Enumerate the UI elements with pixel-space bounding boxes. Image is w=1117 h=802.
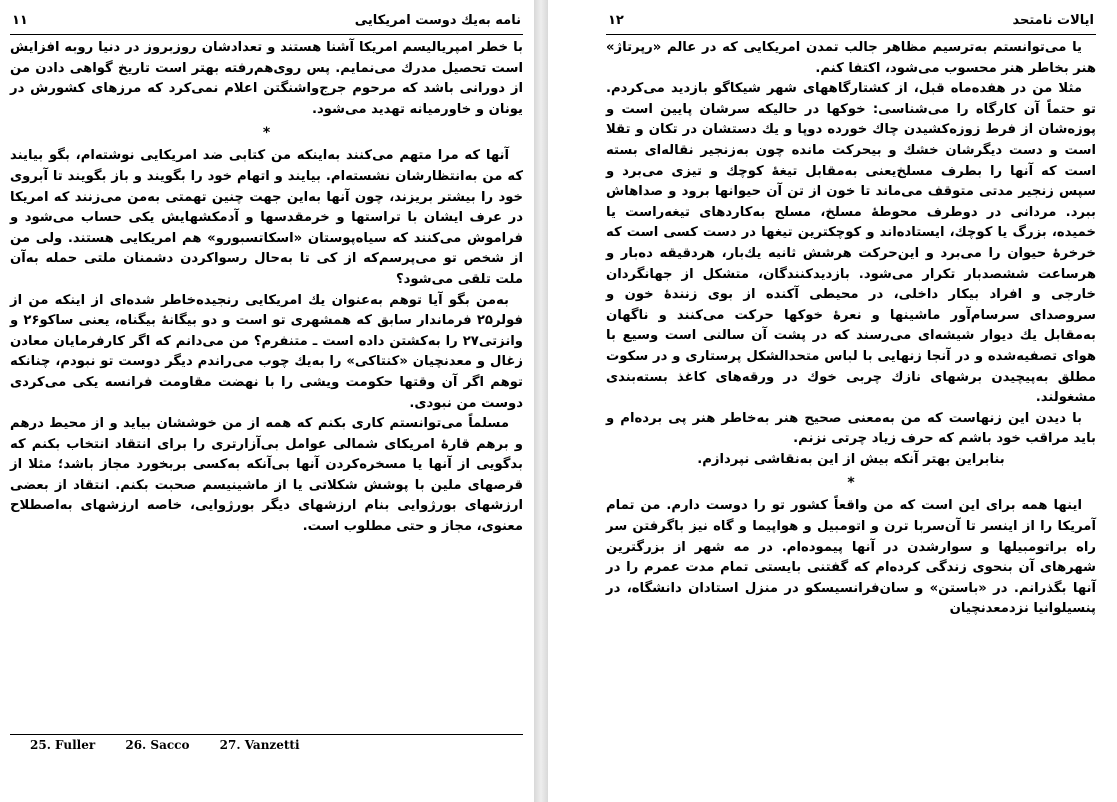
paragraph: آنها که مرا متهم می‌کنند به‌اینکه من کتابی ضد امریکایی نوشته‌ام، بگو بیایند که من به‌انتظارشان نشسته‌ام. بیایند و اتهام خود را بگویند و باز بگویند تا آبروی خود را بیشتر بریزند، چون آنها به‌این جهت چنین تهمتی به‌من می‌زنند که امریکا در عرف ایشان با تراستها و خرمقدسها و آدمکشهایش یکی حساب می‌شود و فراموش می‌کنند که سیاه‌پوستان «اسکاتسبورو» هم امریکایی هستند. ولی من از شخص تو می‌پرسم‌که از کی تا به‌حال رسواکردن دشمنان ملتی حمله به‌آن ملت تلقی می‌شود؟: [10, 148, 523, 287]
footnote-26: 26. Sacco: [125, 738, 190, 752]
right-page-body: [606, 38, 1096, 620]
page-gutter: [534, 0, 548, 802]
footnote-divider: [10, 734, 523, 735]
left-page-body: [10, 38, 523, 538]
section-divider-star: *: [262, 125, 271, 142]
footnotes: [30, 738, 326, 752]
right-page-header: [606, 10, 1096, 35]
paragraph: با دیدن این زنهاست که من به‌معنی صحیح هنر به‌خاطر هنر پی برده‌ام و باید مراقب خود باشم که حرف زیاد چرتی نزنم.: [606, 410, 1096, 447]
left-page-header: [10, 10, 523, 35]
right-page-number: ۱۲: [608, 13, 624, 28]
paragraph: یا می‌توانستم به‌ترسیم مظاهر جالب تمدن امریکایی که در عالم «رپرتاژ» هنر بخاطر هنر محسوب می‌شود، اکتفا کنم.: [606, 40, 1096, 76]
left-page: [0, 0, 534, 802]
left-page-number: ۱۱: [12, 13, 28, 28]
paragraph: با خطر امپریالیسم امریکا آشنا هستند و تعدادشان روزبروز در دنیا روبه افزایش است تحصیل مدرك می‌نمایم. پس روی‌هم‌رفته بهتر است تاریخ گواهی دادن من از دورانی باشد که مرحوم جرج‌واشنگتن اعلام نمی‌کرد که مرزهای کشورش در یونان و خاورمیانه تهدید می‌شود.: [10, 40, 523, 117]
paragraph: مسلماً می‌توانستم کاری بکنم که همه از من خوششان بیاید و از محیط درهم و برهم قارهٔ امریکای شمالی عوامل بی‌آزارتری را برای انتقاد انتخاب بکنم که بدگویی از آنها یا مسخره‌کردن آنها بی‌آنکه به‌کسی بربخورد مجاز باشد؛ مثلا از قرصهای ملین با پوشش شکلاتی یا از ماشینیسم صحبت بکنم. انتقاد از بعضی ارزشهای بورژوایی بنام ارزشهای دیگر بورژوایی، خاصه ارزشهای به‌اصطلاح معنوی، مجاز و حتی مطلوب است.: [10, 416, 523, 535]
paragraph: بنابراین بهتر آنکه بیش از این به‌نقاشی نپردازم.: [697, 451, 1005, 467]
footnote-25: 25. Fuller: [30, 738, 96, 752]
paragraph: اینها همه برای این است که من واقعاً کشور تو را دوست دارم. من تمام آمریکا را از اینسر تا آن‌سربا ترن و اتومبیل و هواپیما و گاه نیز باگرفتن سر راه براتومبیلها و سوارشدن در آنها پیموده‌ام. در مه شهر از بزرگترین شهرهای آن بنحوی زندگی کرده‌ام که گفتنی بایستی تمام مدت عمرم را در آنها بگذرانم. در «باستن» و سان‌فرانسیسکو در منزل استادان دانشگاه، در پنسیلوانیا نزدمعدنچیان: [606, 498, 1096, 617]
paragraph: مثلا من در هفده‌ماه قبل، از کشتارگاههای شهر شیکاگو بازدید می‌کردم. تو حتماً آن کارگاه را می‌شناسی: خوکها در حالیکه سرشان پایین است و پوزه‌شان از فرط زوزه‌کشیدن چاك خورده دوپا و یك دستشان در تکان و تقلا است و دست دیگرشان خشك و بیحرکت مانده چون به‌زنجیر نقاله‌ای بسته است که آنها را بطرف مسلخ‌یعنی به‌مقابل تیغهٔ کوچك و تیزی می‌برد و سپس زنجیر مدتی متوقف می‌ماند تا خون از تن آن حیوانها برود و صداهاش ببرد. مردانی در دوطرف محوطهٔ مسلخ، مسلح به‌کاردهای تیغه‌راست یا خمیده، بزرگ یا کوچك، ایستاده‌اند و کوچکترین تیغها در دست کسی است که خرخرهٔ حیوان را می‌برد و این‌حرکت هرشش ثانیه یك‌بار، هردقیقه ده‌بار و هرساعت ششصدبار تکرار می‌شود. بازدیدکنندگان، متشکل از جهانگردان خارجی و افراد بیکار داخلی، در محیطی آکنده از بوی زنندهٔ خون و سروصدای سرسام‌آور ماشینها و نعرهٔ خوکها حرکت می‌کنند و ناگهان به‌مقابل یك دیوار شیشه‌ای می‌رسند که در پشت آن سالنی است وسیع با هوای تصفیه‌شده و در آنجا زنهایی با لباس متحدالشکل پرستاری و در سکوت مطلق به‌پیچیدن برشهای نازك چربی خوك در ورقه‌های کاغذ بسته‌بندی مشغولند.: [606, 81, 1096, 406]
section-divider-star: *: [847, 475, 855, 492]
right-running-title: ایالات نامتحد: [1012, 13, 1094, 28]
left-running-title: نامه به‌یك دوست امریكایی: [354, 13, 521, 28]
right-page: [548, 0, 1117, 802]
footnote-27: 27. Vanzetti: [219, 738, 300, 752]
paragraph: به‌من بگو آیا توهم به‌عنوان یك امریکایی رنجیده‌خاطر شده‌ای از اینکه من از فولر۲۵ فرماندار سابق که همشهری تو است و دو بیگانهٔ بیگناه، یعنی ساکو۲۶ و وانزتی۲۷ را به‌کشتن داده است ـ متنفرم؟ من می‌دانم که اگر کارفرمایان معادن زغال و معدنچیان «کنتاکی» را به‌یك چوب می‌راندم دیگر دوست تو نبودم، چنانکه توهم اگر آن وقتها حکومت ویشی را با نهضت مقاومت فرانسه یکی می‌کردی دوست من نبودی.: [10, 292, 523, 411]
